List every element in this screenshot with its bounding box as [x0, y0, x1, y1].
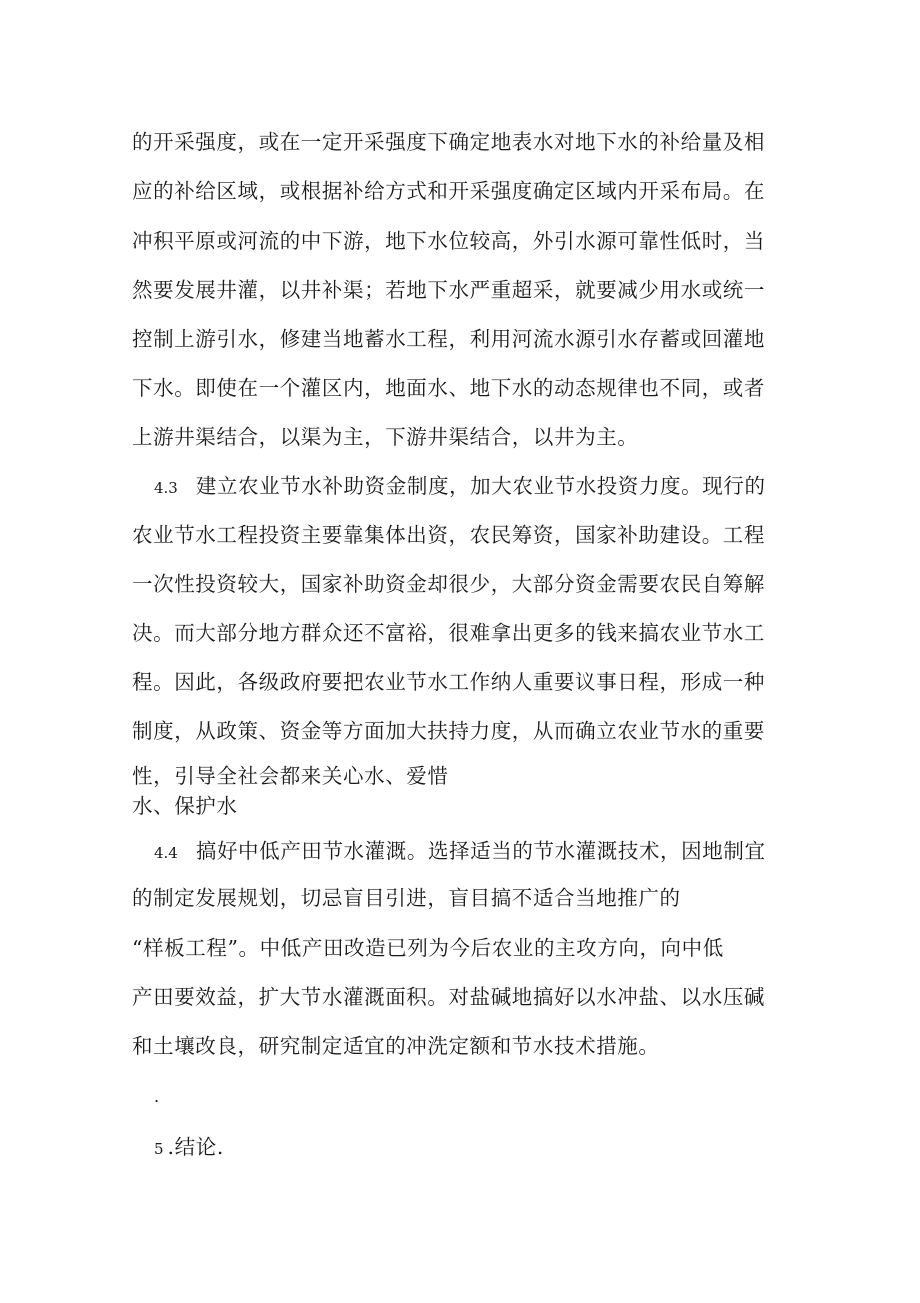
section-number-4-3: 4.3 [154, 479, 178, 497]
stray-period-mark: . [154, 1087, 160, 1106]
paragraph-4-4-line-5: 和土壤改良，研究制定适宜的冲洗定额和节水技术措施。 [132, 1034, 660, 1058]
paragraph-4-3-line-7: 性，引导全社会都来关心水、爱惜 [132, 764, 449, 788]
paragraph-1-line-1: 的开采强度，或在一定开采强度下确定地表水对地下水的补给量及相 [132, 130, 765, 154]
paragraph-1-line-3: 冲积平原或河流的中下游，地下水位较高，外引水源可靠性低时，当 [132, 229, 765, 253]
paragraph-4-4-line-3: “样板工程”。中低产田改造已列为今后农业的主攻方向，向中低 [132, 936, 724, 960]
paragraph-4-4-line-4: 产田要效益，扩大节水灌溉面积。对盐碱地搞好以水冲盐、以水压碱 [132, 985, 765, 1009]
section-5-heading [154, 1133, 224, 1163]
paragraph-4-3-line-4: 决。而大部分地方群众还不富裕，很难拿出更多的钱来搞农业节水工 [132, 621, 765, 645]
paragraph-1-line-4: 然要发展井灌，以井补渠；若地下水严重超采，就要减少用水或统一 [132, 278, 765, 302]
paragraph-1-line-5: 控制上游引水，修建当地蓄水工程，利用河流水源引水存蓄或回灌地 [132, 327, 765, 351]
section-5-title: .结论. [167, 1135, 224, 1159]
paragraph-4-3-line-5: 程。因此，各级政府要把农业节水工作纳人重要议事日程，形成一种 [132, 670, 765, 694]
paragraph-4-3-line-3: 一次性投资较大，国家补助资金却很少，大部分资金需要农民自筹解 [132, 572, 765, 596]
paragraph-4-3-line-2: 农业节水工程投资主要靠集体出资，农民筹资，国家补助建设。工程 [132, 523, 765, 547]
paragraph-4-4-text-1: 搞好中低产田节水灌溉。选择适当的节水灌溉技术，因地制宜 [195, 839, 766, 863]
section-number-4-4: 4.4 [154, 844, 178, 862]
paragraph-4-4-line-1 [154, 837, 766, 867]
paragraph-4-3-line-8: 水、保护水 [132, 794, 238, 818]
paragraph-4-3-text-1: 建立农业节水补助资金制度，加大农业节水投资力度。现行的 [195, 474, 766, 498]
paragraph-4-3-line-1 [154, 472, 766, 502]
paragraph-1-line-2: 应的补给区域，或根据补给方式和开采强度确定区域内开采布局。在 [132, 179, 765, 203]
paragraph-1-line-6: 下水。即使在一个灌区内，地面水、地下水的动态规律也不同，或者 [132, 376, 765, 400]
paragraph-1-line-7: 上游井渠结合，以渠为主，下游井渠结合，以井为主。 [132, 425, 639, 449]
section-number-5: 5 [154, 1140, 164, 1158]
paragraph-4-4-line-2: 的制定发展规划，切忌盲目引进，盲目搞不适合当地推广的 [132, 886, 681, 910]
paragraph-4-3-line-6: 制度，从政策、资金等方面加大扶持力度，从而确立农业节水的重要 [132, 719, 765, 743]
